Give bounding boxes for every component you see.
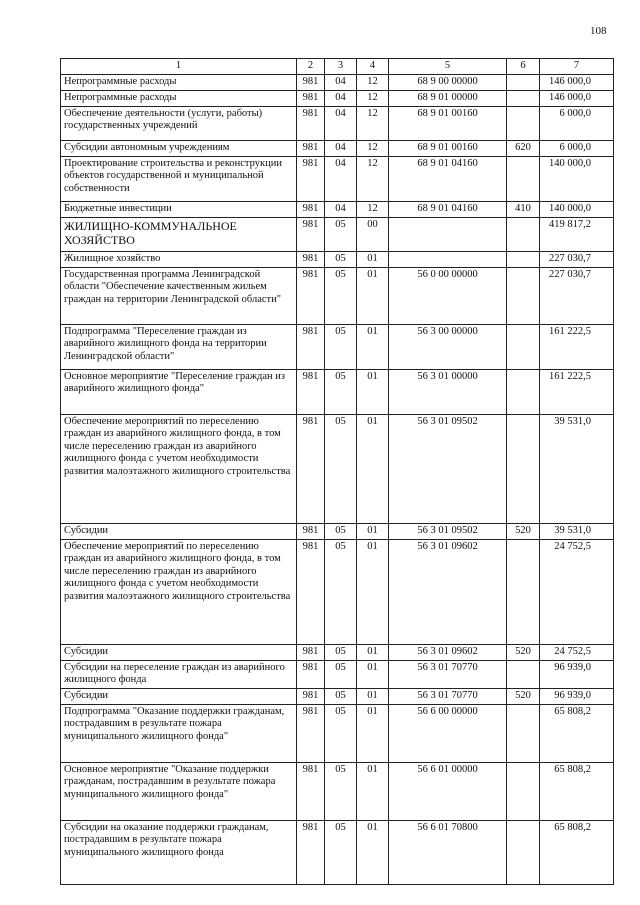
row-amount-cell: 39 531,0 <box>540 523 614 539</box>
row-amount-cell: 140 000,0 <box>540 201 614 217</box>
row-amount-cell: 419 817,2 <box>540 217 614 251</box>
row-target-article-cell: 56 6 01 70800 <box>389 820 507 884</box>
row-subsection-cell: 12 <box>357 156 389 201</box>
row-section-cell: 05 <box>325 414 357 523</box>
row-section-cell: 04 <box>325 156 357 201</box>
row-expense-type-cell <box>507 660 540 688</box>
row-subsection-cell: 12 <box>357 201 389 217</box>
row-subsection-cell: 01 <box>357 660 389 688</box>
row-subsection-cell: 12 <box>357 74 389 90</box>
page-number: 108 <box>590 25 607 37</box>
table-row <box>61 539 614 644</box>
table-row <box>61 324 614 369</box>
row-section-cell: 05 <box>325 217 357 251</box>
row-subsection-cell: 01 <box>357 369 389 414</box>
row-target-article-cell: 68 9 01 04160 <box>389 156 507 201</box>
row-ministry-code-cell: 981 <box>297 90 325 106</box>
row-expense-type-cell <box>507 74 540 90</box>
header-col-6: 6 <box>507 59 540 75</box>
row-subsection-cell: 01 <box>357 251 389 267</box>
table-row <box>61 156 614 201</box>
row-section-cell: 05 <box>325 644 357 660</box>
row-expense-type-cell <box>507 217 540 251</box>
row-target-article-cell: 68 9 01 04160 <box>389 201 507 217</box>
row-subsection-cell: 01 <box>357 644 389 660</box>
row-target-article-cell: 56 3 01 70770 <box>389 688 507 704</box>
row-name-cell: Проектирование строительства и реконструкции объектов государственной и муниципальной собственности <box>61 156 297 201</box>
row-name-cell: Субсидии на оказание поддержки гражданам, пострадавшим в результате пожара муниципального жилищного фонда <box>61 820 297 884</box>
row-expense-type-cell <box>507 267 540 324</box>
row-section-cell: 05 <box>325 704 357 762</box>
row-ministry-code-cell: 981 <box>297 251 325 267</box>
row-ministry-code-cell: 981 <box>297 539 325 644</box>
row-target-article-cell: 56 3 01 70770 <box>389 660 507 688</box>
row-section-cell: 05 <box>325 539 357 644</box>
table-row <box>61 523 614 539</box>
row-expense-type-cell: 520 <box>507 688 540 704</box>
header-col-4: 4 <box>357 59 389 75</box>
row-target-article-cell: 56 3 00 00000 <box>389 324 507 369</box>
table-row <box>61 140 614 156</box>
row-section-cell: 04 <box>325 140 357 156</box>
row-amount-cell: 96 939,0 <box>540 688 614 704</box>
header-col-1: 1 <box>61 59 297 75</box>
row-expense-type-cell <box>507 762 540 820</box>
row-expense-type-cell <box>507 90 540 106</box>
header-col-3: 3 <box>325 59 357 75</box>
row-name-cell: Субсидии автономным учреждениям <box>61 140 297 156</box>
row-expense-type-cell <box>507 156 540 201</box>
row-section-cell: 05 <box>325 369 357 414</box>
row-ministry-code-cell: 981 <box>297 267 325 324</box>
row-section-cell: 05 <box>325 762 357 820</box>
table-row <box>61 201 614 217</box>
row-subsection-cell: 01 <box>357 539 389 644</box>
row-section-cell: 05 <box>325 267 357 324</box>
row-target-article-cell <box>389 251 507 267</box>
row-ministry-code-cell: 981 <box>297 762 325 820</box>
row-target-article-cell: 56 6 00 00000 <box>389 704 507 762</box>
row-expense-type-cell <box>507 106 540 140</box>
row-name-cell: Субсидии <box>61 688 297 704</box>
row-target-article-cell: 56 3 01 09502 <box>389 414 507 523</box>
row-subsection-cell: 01 <box>357 523 389 539</box>
row-expense-type-cell: 520 <box>507 644 540 660</box>
row-name-cell: Непрограммные расходы <box>61 90 297 106</box>
row-target-article-cell <box>389 217 507 251</box>
row-target-article-cell: 56 3 01 09502 <box>389 523 507 539</box>
row-amount-cell: 6 000,0 <box>540 106 614 140</box>
row-subsection-cell: 01 <box>357 704 389 762</box>
row-name-cell: Субсидии <box>61 523 297 539</box>
table-row <box>61 369 614 414</box>
row-subsection-cell: 12 <box>357 90 389 106</box>
table-row <box>61 762 614 820</box>
table-row <box>61 74 614 90</box>
row-name-cell: Обеспечение мероприятий по переселению граждан из аварийного жилищного фонда, в том числе переселению граждан из аварийного жилищного фонда с учетом необходимости развития малоэтажного жилищного строительства <box>61 414 297 523</box>
row-target-article-cell: 56 3 01 00000 <box>389 369 507 414</box>
row-target-article-cell: 56 3 01 09602 <box>389 539 507 644</box>
header-col-7: 7 <box>540 59 614 75</box>
row-subsection-cell: 12 <box>357 106 389 140</box>
row-name-cell: Основное мероприятие "Оказание поддержки гражданам, пострадавшим в результате пожара муниципального жилищного фонда" <box>61 762 297 820</box>
row-amount-cell: 146 000,0 <box>540 90 614 106</box>
table-header-row <box>61 59 614 75</box>
row-ministry-code-cell: 981 <box>297 140 325 156</box>
row-name-cell: Субсидии <box>61 644 297 660</box>
row-name-cell: Основное мероприятие "Переселение граждан из аварийного жилищного фонда" <box>61 369 297 414</box>
row-expense-type-cell <box>507 820 540 884</box>
row-section-cell: 04 <box>325 90 357 106</box>
row-target-article-cell: 56 3 01 09602 <box>389 644 507 660</box>
row-ministry-code-cell: 981 <box>297 201 325 217</box>
row-section-cell: 04 <box>325 201 357 217</box>
row-subsection-cell: 01 <box>357 762 389 820</box>
row-section-cell: 04 <box>325 74 357 90</box>
row-ministry-code-cell: 981 <box>297 660 325 688</box>
row-ministry-code-cell: 981 <box>297 523 325 539</box>
row-ministry-code-cell: 981 <box>297 704 325 762</box>
row-amount-cell: 140 000,0 <box>540 156 614 201</box>
row-amount-cell: 65 808,2 <box>540 704 614 762</box>
row-subsection-cell: 01 <box>357 267 389 324</box>
row-expense-type-cell <box>507 414 540 523</box>
header-col-5: 5 <box>389 59 507 75</box>
table-row <box>61 688 614 704</box>
row-amount-cell: 39 531,0 <box>540 414 614 523</box>
row-amount-cell: 146 000,0 <box>540 74 614 90</box>
row-expense-type-cell: 410 <box>507 201 540 217</box>
row-amount-cell: 65 808,2 <box>540 820 614 884</box>
table-row <box>61 217 614 251</box>
row-name-cell: Подпрограмма "Оказание поддержки гражданам, пострадавшим в результате пожара муниципального жилищного фонда" <box>61 704 297 762</box>
table-row <box>61 267 614 324</box>
row-target-article-cell: 56 0 00 00000 <box>389 267 507 324</box>
table-row <box>61 106 614 140</box>
table-row <box>61 90 614 106</box>
row-target-article-cell: 68 9 01 00160 <box>389 106 507 140</box>
row-section-cell: 05 <box>325 660 357 688</box>
header-col-2: 2 <box>297 59 325 75</box>
row-name-cell: Обеспечение деятельности (услуги, работы) государственных учреждений <box>61 106 297 140</box>
row-ministry-code-cell: 981 <box>297 414 325 523</box>
row-subsection-cell: 01 <box>357 688 389 704</box>
row-section-cell: 05 <box>325 820 357 884</box>
row-expense-type-cell <box>507 369 540 414</box>
row-name-cell: Субсидии на переселение граждан из аварийного жилищного фонда <box>61 660 297 688</box>
row-name-cell: ЖИЛИЩНО-КОММУНАЛЬНОЕ ХОЗЯЙСТВО <box>61 217 297 251</box>
row-section-cell: 05 <box>325 251 357 267</box>
row-amount-cell: 6 000,0 <box>540 140 614 156</box>
row-target-article-cell: 68 9 01 00160 <box>389 140 507 156</box>
row-ministry-code-cell: 981 <box>297 644 325 660</box>
budget-table <box>60 58 614 885</box>
row-name-cell: Непрограммные расходы <box>61 74 297 90</box>
row-ministry-code-cell: 981 <box>297 74 325 90</box>
row-subsection-cell: 01 <box>357 414 389 523</box>
row-ministry-code-cell: 981 <box>297 324 325 369</box>
row-section-cell: 05 <box>325 523 357 539</box>
row-amount-cell: 24 752,5 <box>540 644 614 660</box>
row-name-cell: Обеспечение мероприятий по переселению граждан из аварийного жилищного фонда, в том числе переселению граждан из аварийного жилищного фонда с учетом необходимости развития малоэтажного жилищного строительства <box>61 539 297 644</box>
row-name-cell: Жилищное хозяйство <box>61 251 297 267</box>
row-section-cell: 04 <box>325 106 357 140</box>
table-row <box>61 414 614 523</box>
row-section-cell: 05 <box>325 324 357 369</box>
row-expense-type-cell <box>507 324 540 369</box>
row-amount-cell: 65 808,2 <box>540 762 614 820</box>
row-name-cell: Бюджетные инвестиции <box>61 201 297 217</box>
table-row <box>61 644 614 660</box>
row-expense-type-cell <box>507 704 540 762</box>
row-subsection-cell: 00 <box>357 217 389 251</box>
row-amount-cell: 96 939,0 <box>540 660 614 688</box>
table-row <box>61 820 614 884</box>
row-amount-cell: 227 030,7 <box>540 251 614 267</box>
row-amount-cell: 227 030,7 <box>540 267 614 324</box>
row-ministry-code-cell: 981 <box>297 820 325 884</box>
row-ministry-code-cell: 981 <box>297 156 325 201</box>
row-amount-cell: 161 222,5 <box>540 369 614 414</box>
table-row <box>61 704 614 762</box>
row-subsection-cell: 12 <box>357 140 389 156</box>
table-row <box>61 251 614 267</box>
table-row <box>61 660 614 688</box>
row-target-article-cell: 68 9 01 00000 <box>389 90 507 106</box>
row-target-article-cell: 68 9 00 00000 <box>389 74 507 90</box>
row-name-cell: Государственная программа Ленинградской области "Обеспечение качественным жильем граждан на территории Ленинградской области" <box>61 267 297 324</box>
row-ministry-code-cell: 981 <box>297 688 325 704</box>
row-expense-type-cell <box>507 539 540 644</box>
row-amount-cell: 161 222,5 <box>540 324 614 369</box>
row-expense-type-cell: 520 <box>507 523 540 539</box>
row-ministry-code-cell: 981 <box>297 106 325 140</box>
row-expense-type-cell <box>507 251 540 267</box>
row-section-cell: 05 <box>325 688 357 704</box>
row-name-cell: Подпрограмма "Переселение граждан из аварийного жилищного фонда на территории Ленинградской области" <box>61 324 297 369</box>
row-subsection-cell: 01 <box>357 820 389 884</box>
row-target-article-cell: 56 6 01 00000 <box>389 762 507 820</box>
row-ministry-code-cell: 981 <box>297 369 325 414</box>
row-subsection-cell: 01 <box>357 324 389 369</box>
row-ministry-code-cell: 981 <box>297 217 325 251</box>
row-amount-cell: 24 752,5 <box>540 539 614 644</box>
row-expense-type-cell: 620 <box>507 140 540 156</box>
